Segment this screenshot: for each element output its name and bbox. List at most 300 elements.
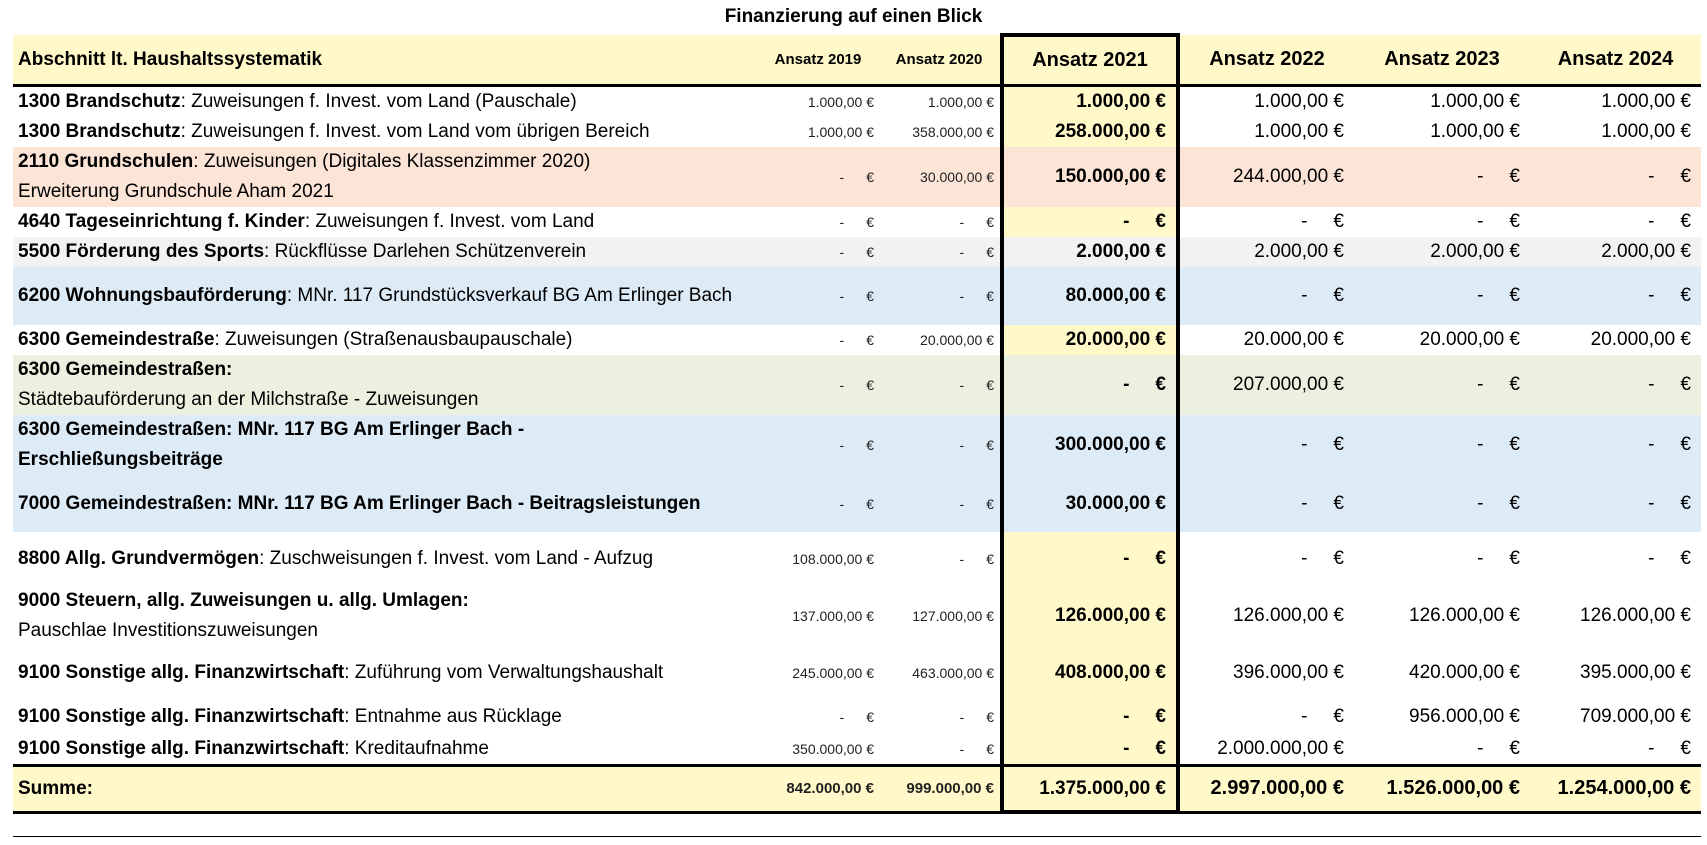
cell-2021 [1002, 700, 1178, 734]
row-section-code: 4640 Tageseinrichtung f. Kinder [18, 211, 305, 232]
cell-2023 [1354, 646, 1530, 700]
euro-sign: € [1509, 166, 1520, 187]
table-row [13, 700, 1701, 734]
cell-2019 [758, 586, 878, 646]
dash-value: - [1648, 738, 1655, 759]
cell-2021 [1002, 586, 1178, 646]
table-row [13, 267, 1701, 325]
cell-2019 [758, 475, 878, 532]
row-label [13, 475, 758, 532]
sum-2019 [758, 766, 878, 813]
sum-2024 [1530, 766, 1701, 813]
row-section-code: 6300 Gemeindestraßen: [18, 359, 233, 380]
cell-2024 [1530, 355, 1701, 415]
cell-2024 [1530, 147, 1701, 207]
cell-2022 [1178, 532, 1354, 586]
row-description: : Zuweisungen f. Invest. vom Land vom übrigen Bereich [180, 121, 650, 142]
euro-sign: € [1333, 434, 1344, 455]
row-label [13, 355, 758, 415]
row-section-code: 5500 Förderung des Sports [18, 241, 265, 262]
table-row [13, 734, 1701, 766]
cell-2023 [1354, 325, 1530, 355]
amount-value: 20.000,00 € [1065, 329, 1166, 350]
cell-2019 [758, 237, 878, 267]
dash-value: - [959, 437, 965, 453]
amount-value: 1.000,00 € [1076, 91, 1166, 112]
cell-2022 [1178, 475, 1354, 532]
table-row [13, 532, 1701, 586]
cell-2020 [878, 734, 1002, 766]
amount-value: 1.000,00 € [1601, 91, 1691, 112]
cell-2020 [878, 147, 1002, 207]
cell-2022 [1178, 734, 1354, 766]
amount-value: 396.000,00 € [1233, 662, 1344, 683]
euro-sign: € [1680, 374, 1691, 395]
page-title: Finanzierung auf einen Blick [724, 6, 983, 27]
cell-2021 [1002, 355, 1178, 415]
amount-value: 126.000,00 € [1233, 605, 1344, 626]
amount-value: 350.000,00 € [792, 741, 874, 757]
row-label [13, 237, 758, 267]
dash-value: - [1477, 434, 1484, 455]
cell-2023 [1354, 475, 1530, 532]
euro-sign: € [1680, 738, 1691, 759]
row-label [13, 415, 758, 475]
euro-sign: € [1155, 738, 1166, 759]
cell-2022 [1178, 117, 1354, 147]
dash-value: - [1123, 211, 1130, 232]
dash-value: - [839, 437, 845, 453]
dash-value: - [959, 288, 965, 304]
euro-sign: € [986, 709, 994, 725]
header-2021: Ansatz 2021 [1002, 35, 1178, 86]
amount-value: 1.000,00 € [1254, 91, 1344, 112]
euro-sign: € [1509, 548, 1520, 569]
amount-value: 126.000,00 € [1580, 605, 1691, 626]
cell-2024 [1530, 86, 1701, 118]
cell-2023 [1354, 532, 1530, 586]
row-description: : Rückflüsse Darlehen Schützenverein [264, 241, 587, 262]
cell-2019 [758, 646, 878, 700]
cell-2021 [1002, 475, 1178, 532]
row-section-code: 1300 Brandschutz [18, 121, 181, 142]
cell-2023 [1354, 237, 1530, 267]
row-label [13, 325, 758, 355]
row-section-code: 7000 Gemeindestraßen: MNr. 117 BG Am Erlinger Bach - Beitragsleistungen [18, 492, 701, 514]
amount-value: 20.000,00 € [1590, 329, 1691, 350]
cell-2021 [1002, 147, 1178, 207]
amount-value: 2.000,00 € [1254, 241, 1344, 262]
dash-value: - [959, 741, 965, 757]
cell-2019 [758, 734, 878, 766]
row-section-code: 9000 Steuern, allg. Zuweisungen u. allg. Umlagen: [18, 590, 469, 611]
euro-sign: € [1509, 434, 1520, 455]
table-row [13, 415, 1701, 475]
euro-sign: € [1680, 434, 1691, 455]
euro-sign: € [1509, 492, 1520, 514]
cell-2021 [1002, 237, 1178, 267]
amount-value: 126.000,00 € [1055, 605, 1166, 626]
dash-value: - [959, 377, 965, 393]
amount-value: 20.000,00 € [1419, 329, 1520, 350]
cell-2024 [1530, 267, 1701, 325]
cell-2022 [1178, 207, 1354, 237]
euro-sign: € [986, 551, 994, 567]
cell-2023 [1354, 734, 1530, 766]
euro-sign: € [866, 377, 874, 393]
euro-sign: € [1509, 374, 1520, 395]
amount-value: 709.000,00 € [1580, 706, 1691, 727]
row-description: : Zuweisungen f. Invest. vom Land [304, 211, 595, 232]
row-section-code: 1300 Brandschutz [18, 91, 181, 112]
cell-2020 [878, 415, 1002, 475]
euro-sign: € [1680, 285, 1691, 306]
cell-2021 [1002, 267, 1178, 325]
cell-2019 [758, 325, 878, 355]
amount-value: 245.000,00 € [792, 665, 874, 681]
cell-2020 [878, 646, 1002, 700]
euro-sign: € [866, 332, 874, 348]
amount-value: 150.000,00 € [1055, 166, 1166, 187]
cell-2021 [1002, 86, 1178, 118]
dash-value: - [1301, 706, 1308, 727]
sum-value: 999.000,00 € [906, 780, 994, 798]
cell-2023 [1354, 207, 1530, 237]
cell-2021 [1002, 734, 1178, 766]
row-description: : MNr. 117 Grundstücksverkauf BG Am Erlinger Bach [286, 285, 733, 306]
euro-sign: € [986, 437, 994, 453]
euro-sign: € [1509, 285, 1520, 306]
cell-2022 [1178, 355, 1354, 415]
euro-sign: € [986, 288, 994, 304]
header-2020: Ansatz 2020 [878, 35, 1002, 86]
cell-2019 [758, 147, 878, 207]
dash-value: - [1477, 492, 1484, 514]
row-description: : Zuweisungen (Straßenausbaupauschale) [214, 329, 573, 350]
row-section-code: 6300 Gemeindestraßen: MNr. 117 BG Am Erlinger Bach - [18, 419, 525, 440]
dash-value: - [839, 377, 845, 393]
amount-value: 127.000,00 € [912, 608, 994, 624]
cell-2020 [878, 267, 1002, 325]
cell-2022 [1178, 325, 1354, 355]
euro-sign: € [1155, 548, 1166, 569]
table-row [13, 355, 1701, 415]
amount-value: 463.000,00 € [912, 665, 994, 681]
euro-sign: € [1333, 211, 1344, 232]
dash-value: - [959, 244, 965, 260]
euro-sign: € [1333, 492, 1344, 514]
amount-value: 1.000,00 € [807, 124, 874, 140]
cell-2019 [758, 207, 878, 237]
dash-value: - [1123, 738, 1130, 759]
cell-2024 [1530, 734, 1701, 766]
cell-2024 [1530, 415, 1701, 475]
row-label [13, 646, 758, 700]
euro-sign: € [1333, 706, 1344, 727]
cell-2023 [1354, 267, 1530, 325]
header-2019: Ansatz 2019 [758, 35, 878, 86]
amount-value: 126.000,00 € [1409, 605, 1520, 626]
row-section-line2: Erschließungsbeiträge [18, 449, 223, 470]
euro-sign: € [866, 244, 874, 260]
cell-2023 [1354, 86, 1530, 118]
amount-value: 408.000,00 € [1055, 662, 1166, 683]
sum-label: Summe: [13, 766, 758, 813]
dash-value: - [1648, 166, 1655, 187]
table-row [13, 325, 1701, 355]
cell-2019 [758, 267, 878, 325]
row-label [13, 117, 758, 147]
row-description: : Zuschweisungen f. Invest. vom Land - Aufzug [259, 548, 654, 569]
row-label [13, 734, 758, 766]
cell-2019 [758, 415, 878, 475]
amount-value: 30.000,00 € [920, 169, 994, 185]
dash-value: - [1301, 285, 1308, 306]
dash-value: - [1648, 548, 1655, 569]
euro-sign: € [1680, 211, 1691, 232]
cell-2023 [1354, 355, 1530, 415]
dash-value: - [839, 214, 845, 230]
amount-value: 20.000,00 € [920, 332, 994, 348]
table-row [13, 237, 1701, 267]
cell-2024 [1530, 117, 1701, 147]
amount-value: 244.000,00 € [1233, 166, 1344, 187]
cell-2019 [758, 86, 878, 118]
euro-sign: € [1509, 211, 1520, 232]
dash-value: - [1648, 285, 1655, 306]
dash-value: - [959, 495, 965, 512]
dash-value: - [839, 709, 845, 725]
cell-2019 [758, 117, 878, 147]
cell-2022 [1178, 646, 1354, 700]
table-row [13, 475, 1701, 532]
dash-value: - [1648, 492, 1655, 514]
row-description-line2: Städtebauförderung an der Milchstraße - Zuweisungen [18, 389, 479, 410]
cell-2020 [878, 700, 1002, 734]
amount-value: 137.000,00 € [792, 608, 874, 624]
euro-sign: € [866, 214, 874, 230]
financing-table [13, 33, 1701, 814]
euro-sign: € [866, 169, 874, 185]
sum-value: 1.526.000,00 € [1386, 777, 1520, 800]
cell-2024 [1530, 646, 1701, 700]
sum-value: 2.997.000,00 € [1210, 777, 1344, 800]
euro-sign: € [1333, 285, 1344, 306]
row-section-code: 6200 Wohnungsbauförderung [18, 285, 287, 306]
header-2022: Ansatz 2022 [1178, 35, 1354, 86]
cell-2023 [1354, 117, 1530, 147]
dash-value: - [1301, 492, 1308, 514]
euro-sign: € [866, 495, 874, 512]
cell-2024 [1530, 237, 1701, 267]
row-section-code: 6300 Gemeindestraße [18, 329, 215, 350]
amount-value: 30.000,00 € [1065, 492, 1166, 514]
euro-sign: € [1155, 211, 1166, 232]
amount-value: 1.000,00 € [1601, 121, 1691, 142]
euro-sign: € [1680, 548, 1691, 569]
amount-value: 108.000,00 € [792, 551, 874, 567]
dash-value: - [839, 169, 845, 185]
cell-2021 [1002, 207, 1178, 237]
sum-row [13, 766, 1701, 813]
row-section-code: 9100 Sonstige allg. Finanzwirtschaft [18, 738, 345, 759]
table-row [13, 117, 1701, 147]
cell-2021 [1002, 415, 1178, 475]
euro-sign: € [986, 244, 994, 260]
dash-value: - [1477, 548, 1484, 569]
dash-value: - [1301, 548, 1308, 569]
sum-value: 842.000,00 € [786, 780, 874, 798]
dash-value: - [1477, 285, 1484, 306]
row-label [13, 207, 758, 237]
dash-value: - [839, 288, 845, 304]
header-2023: Ansatz 2023 [1354, 35, 1530, 86]
sum-2020 [878, 766, 1002, 813]
amount-value: 300.000,00 € [1055, 434, 1166, 455]
header-section: Abschnitt lt. Haushaltssystematik [13, 35, 758, 86]
row-label [13, 532, 758, 586]
cell-2022 [1178, 237, 1354, 267]
cell-2019 [758, 355, 878, 415]
cell-2023 [1354, 415, 1530, 475]
cell-2020 [878, 532, 1002, 586]
dash-value: - [1648, 434, 1655, 455]
euro-sign: € [986, 495, 994, 512]
row-label [13, 147, 758, 207]
table-row [13, 207, 1701, 237]
cell-2024 [1530, 532, 1701, 586]
amount-value: 1.000,00 € [1254, 121, 1344, 142]
euro-sign: € [986, 741, 994, 757]
sum-2021 [1002, 766, 1178, 813]
cell-2022 [1178, 147, 1354, 207]
cell-2024 [1530, 586, 1701, 646]
cell-2023 [1354, 700, 1530, 734]
row-section-code: 8800 Allg. Grundvermögen [18, 548, 260, 569]
dash-value: - [1648, 374, 1655, 395]
cell-2020 [878, 355, 1002, 415]
euro-sign: € [1155, 374, 1166, 395]
cell-2024 [1530, 325, 1701, 355]
header-2024: Ansatz 2024 [1530, 35, 1701, 86]
dash-value: - [839, 495, 845, 512]
cell-2020 [878, 237, 1002, 267]
table-row [13, 86, 1701, 118]
amount-value: 2.000.000,00 € [1217, 738, 1344, 759]
cell-2024 [1530, 700, 1701, 734]
euro-sign: € [1680, 166, 1691, 187]
row-label [13, 700, 758, 734]
amount-value: 2.000,00 € [1430, 241, 1520, 262]
cell-2022 [1178, 700, 1354, 734]
amount-value: 1.000,00 € [1430, 121, 1520, 142]
amount-value: 1.000,00 € [927, 94, 994, 110]
euro-sign: € [1155, 706, 1166, 727]
dash-value: - [959, 709, 965, 725]
cell-2021 [1002, 532, 1178, 586]
cell-2021 [1002, 646, 1178, 700]
dash-value: - [1477, 166, 1484, 187]
cell-2021 [1002, 117, 1178, 147]
row-section-code: 9100 Sonstige allg. Finanzwirtschaft [18, 706, 345, 727]
dash-value: - [1477, 211, 1484, 232]
sum-value: 1.254.000,00 € [1557, 777, 1691, 800]
table-row [13, 147, 1701, 207]
cell-2022 [1178, 86, 1354, 118]
dash-value: - [1123, 548, 1130, 569]
table-row [13, 646, 1701, 700]
dash-value: - [1477, 374, 1484, 395]
cell-2023 [1354, 147, 1530, 207]
euro-sign: € [986, 377, 994, 393]
row-description: : Kreditaufnahme [344, 738, 489, 759]
amount-value: 258.000,00 € [1055, 121, 1166, 142]
amount-value: 1.000,00 € [1430, 91, 1520, 112]
euro-sign: € [866, 437, 874, 453]
amount-value: 395.000,00 € [1580, 662, 1691, 683]
amount-value: 80.000,00 € [1065, 285, 1166, 306]
dash-value: - [1123, 374, 1130, 395]
cell-2019 [758, 700, 878, 734]
cell-2024 [1530, 207, 1701, 237]
table-row [13, 586, 1701, 646]
sum-2022 [1178, 766, 1354, 813]
euro-sign: € [986, 214, 994, 230]
euro-sign: € [1333, 548, 1344, 569]
cell-2020 [878, 586, 1002, 646]
row-description: : Zuführung vom Verwaltungshaushalt [344, 662, 664, 683]
sum-2023 [1354, 766, 1530, 813]
cell-2020 [878, 117, 1002, 147]
row-description: : Entnahme aus Rücklage [344, 706, 562, 727]
row-description: : Zuweisungen f. Invest. vom Land (Pauschale) [180, 91, 577, 112]
cell-2020 [878, 207, 1002, 237]
euro-sign: € [866, 288, 874, 304]
bottom-rule [13, 836, 1701, 837]
cell-2021 [1002, 325, 1178, 355]
row-label [13, 86, 758, 118]
euro-sign: € [1509, 738, 1520, 759]
row-description: : Zuweisungen (Digitales Klassenzimmer 2020) [193, 151, 591, 172]
sum-value: 1.375.000,00 € [1039, 777, 1166, 799]
dash-value: - [839, 244, 845, 260]
row-section-code: 9100 Sonstige allg. Finanzwirtschaft [18, 662, 345, 683]
cell-2020 [878, 325, 1002, 355]
cell-2019 [758, 532, 878, 586]
row-label [13, 267, 758, 325]
table-header-row [13, 35, 1701, 86]
dash-value: - [1477, 738, 1484, 759]
euro-sign: € [866, 709, 874, 725]
amount-value: 358.000,00 € [912, 124, 994, 140]
dash-value: - [839, 332, 845, 348]
cell-2024 [1530, 475, 1701, 532]
cell-2022 [1178, 586, 1354, 646]
row-label [13, 586, 758, 646]
amount-value: 207.000,00 € [1233, 374, 1344, 395]
row-section-code: 2110 Grundschulen [18, 151, 194, 172]
dash-value: - [1301, 211, 1308, 232]
dash-value: - [959, 214, 965, 230]
row-description-line2: Erweiterung Grundschule Aham 2021 [18, 181, 334, 202]
amount-value: 956.000,00 € [1409, 706, 1520, 727]
dash-value: - [1301, 434, 1308, 455]
euro-sign: € [1680, 492, 1691, 514]
amount-value: 420.000,00 € [1409, 662, 1520, 683]
cell-2023 [1354, 586, 1530, 646]
row-description-line2: Pauschlae Investitionszuweisungen [18, 620, 318, 641]
cell-2020 [878, 475, 1002, 532]
